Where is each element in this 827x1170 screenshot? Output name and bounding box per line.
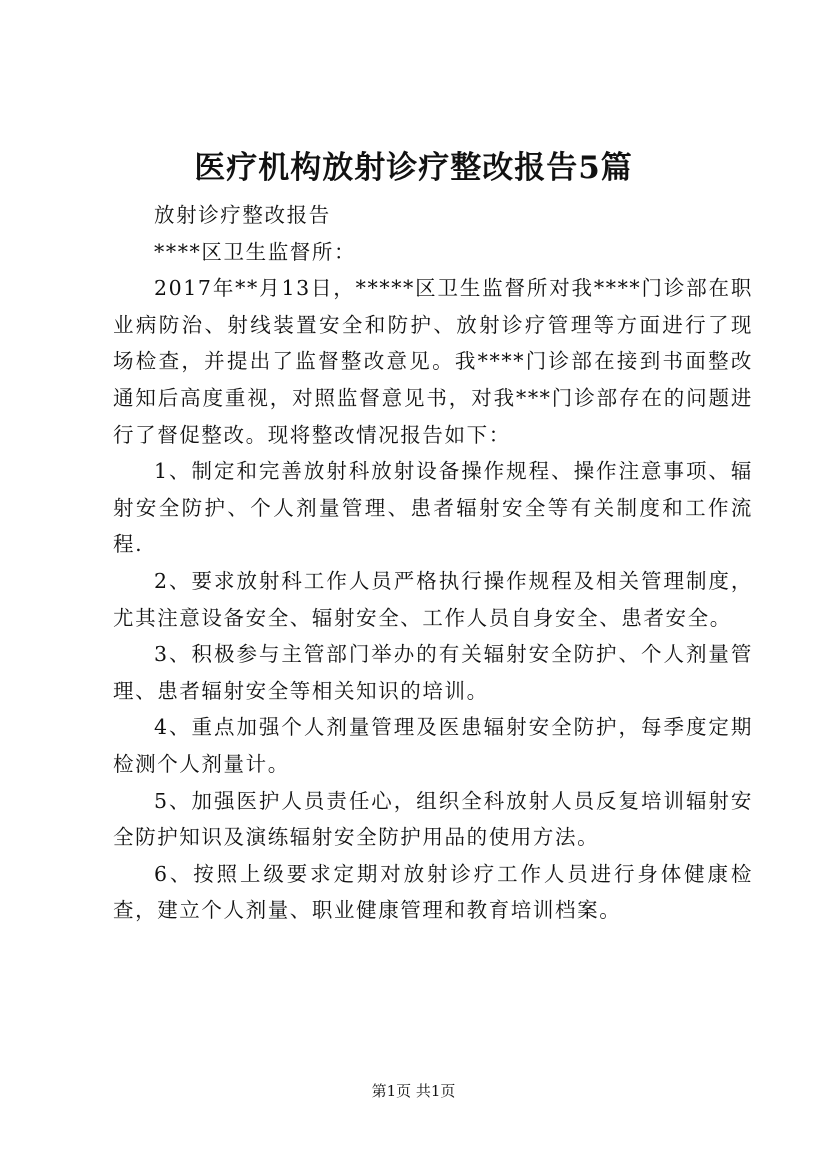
item-paragraph-6: 6、按照上级要求定期对放射诊疗工作人员进行身体健康检查，建立个人剂量、职业健康管理和教育培训档案。 [113, 861, 753, 923]
item-paragraph-1: 1、制定和完善放射科放射设备操作规程、操作注意事项、辐射安全防护、个人剂量管理、患者辐射安全等有关制度和工作流程. [113, 459, 753, 557]
intro-paragraph: 2017年**月13日，*****区卫生监督所对我****门诊部在职业病防治、射线装置安全和防护、放射诊疗管理等方面进行了现场检查，并提出了监督整改意见。我****门诊部在接到书面整改通知后高度重视，对照监督意见书，对我***门诊部存在的问题进行了督促整改。现将整改情况报告如下： [113, 276, 753, 447]
item-paragraph-4: 4、重点加强个人剂量管理及医患辐射安全防护，每季度定期检测个人剂量计。 [113, 715, 753, 776]
item-paragraph-3: 3、积极参与主管部门举办的有关辐射安全防护、个人剂量管理、患者辐射安全等相关知识的培训。 [113, 642, 753, 703]
item-paragraph-5: 5、加强医护人员责任心，组织全科放射人员反复培训辐射安全防护知识及演练辐射安全防护用品的使用方法。 [113, 788, 753, 850]
page-footer: 第1页 共1页 [371, 1082, 456, 1100]
subtitle-paragraph: 放射诊疗整改报告 [154, 203, 331, 227]
document-title: 医疗机构放射诊疗整改报告5篇 [194, 150, 633, 186]
item-paragraph-2: 2、要求放射科工作人员严格执行操作规程及相关管理制度，尤其注意设备安全、辐射安全、工作人员自身安全、患者安全。 [113, 568, 753, 630]
addressee-paragraph: ****区卫生监督所： [154, 239, 357, 264]
document-body [113, 197, 753, 929]
